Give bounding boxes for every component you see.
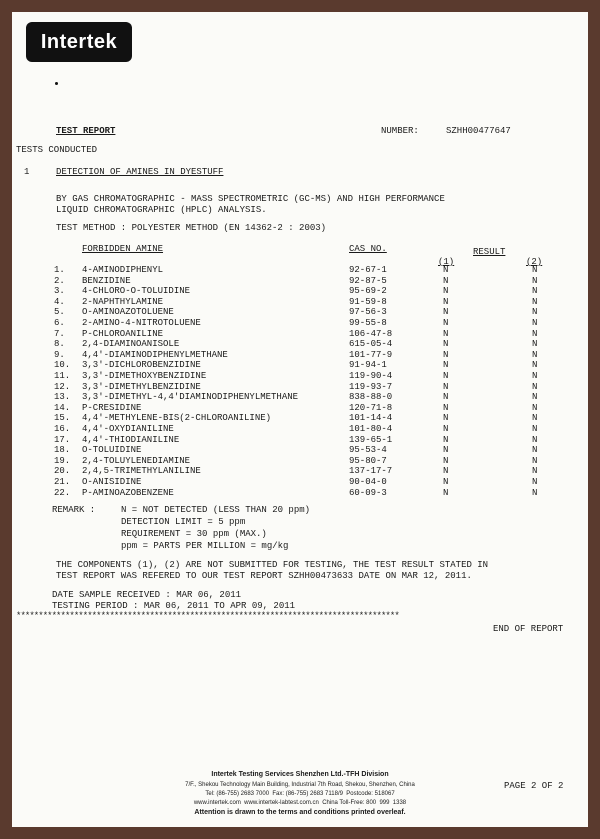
row-cas-number: 99-55-8: [349, 318, 387, 328]
remark-line: DETECTION LIMIT = 5 ppm: [121, 517, 246, 527]
note-line1: THE COMPONENTS (1), (2) ARE NOT SUBMITTED FOR TESTING, THE TEST RESULT STATED IN: [56, 560, 489, 570]
row-result-2: N: [532, 381, 538, 392]
row-number: 13.: [54, 392, 71, 403]
row-result-2: N: [532, 296, 538, 307]
row-number: 19.: [54, 455, 71, 466]
row-number: 11.: [54, 371, 71, 381]
row-result-1: N: [443, 307, 449, 318]
col-header-cas: CAS NO.: [349, 244, 387, 254]
section-item-number: 1: [24, 167, 30, 177]
row-result-1: N: [443, 371, 449, 381]
row-number: 22.: [54, 487, 71, 498]
row-result-1: N: [443, 392, 449, 403]
section-item-title: DETECTION OF AMINES IN DYESTUFF: [56, 167, 224, 177]
row-amine-name: 3,3'-DIMETHYL-4,4'DIAMINODIPHENYLMETHANE: [82, 392, 299, 403]
report-number-value: SZHH00477647: [446, 126, 511, 136]
remark-label: REMARK :: [52, 505, 96, 515]
method-description-line2: LIQUID CHROMATOGRAPHIC (HPLC) ANALYSIS.: [56, 205, 267, 215]
row-cas-number: 91-59-8: [349, 296, 387, 307]
row-number: 8.: [54, 339, 65, 350]
row-cas-number: 95-69-2: [349, 286, 387, 297]
row-result-2: N: [532, 413, 538, 424]
row-result-2: N: [532, 455, 538, 466]
row-number: 7.: [54, 328, 65, 339]
report-title: TEST REPORT: [56, 126, 116, 136]
row-amine-name: 2,4-TOLUYLENEDIAMINE: [82, 455, 191, 466]
row-number: 9.: [54, 349, 65, 360]
row-amine-name: O-TOLUIDINE: [82, 445, 142, 456]
intertek-logo: Intertek: [26, 22, 132, 62]
report-number-label: NUMBER:: [381, 126, 419, 136]
row-result-1: N: [443, 286, 449, 297]
row-number: 1.: [54, 265, 65, 275]
row-number: 20.: [54, 466, 71, 477]
row-number: 14.: [54, 402, 71, 413]
row-cas-number: 95-53-4: [349, 445, 387, 456]
footer-company: Intertek Testing Services Shenzhen Ltd.-TFH Division: [211, 771, 389, 778]
method-description-line1: BY GAS CHROMATOGRAPHIC - MASS SPECTROMETRIC (GC-MS) AND HIGH PERFORMANCE: [56, 194, 445, 204]
row-amine-name: 2-NAPHTHYLAMINE: [82, 296, 164, 307]
note-line2: TEST REPORT WAS REFERED TO OUR TEST REPORT SZHH00473633 DATE ON MAR 12, 2011.: [56, 571, 472, 581]
row-result-1: N: [443, 318, 449, 328]
report-page: [12, 12, 588, 827]
row-number: 12.: [54, 381, 71, 392]
row-amine-name: O-ANISIDINE: [82, 477, 142, 487]
row-amine-name: 2,4,5-TRIMETHYLANILINE: [82, 466, 201, 477]
footer-phone: Tel: (86-755) 2683 7000 Fax: (86-755) 2683 7118/9 Postcode: 518067: [205, 791, 395, 797]
test-method: TEST METHOD : POLYESTER METHOD (EN 14362-2 : 2003): [56, 223, 327, 233]
row-amine-name: O-AMINOAZOTOLUENE: [82, 307, 174, 318]
row-result-2: N: [532, 466, 538, 477]
row-cas-number: 95-80-7: [349, 455, 387, 466]
row-amine-name: BENZIDINE: [82, 275, 131, 286]
row-result-1: N: [443, 402, 449, 413]
row-cas-number: 120-71-8: [349, 402, 393, 413]
row-result-1: N: [443, 339, 449, 350]
row-result-2: N: [532, 424, 538, 434]
row-amine-name: 4-AMINODIPHENYL: [82, 265, 164, 275]
row-number: 16.: [54, 424, 71, 434]
footer-web: www.intertek.com www.intertek-labtest.com.cn China Toll-Free: 800 999 1338: [193, 800, 407, 806]
row-number: 18.: [54, 445, 71, 456]
row-cas-number: 101-77-9: [349, 349, 393, 360]
row-amine-name: 3,3'-DIMETHYLBENZIDINE: [82, 381, 201, 392]
row-number: 6.: [54, 318, 65, 328]
row-number: 2.: [54, 275, 65, 286]
row-cas-number: 101-80-4: [349, 424, 393, 434]
row-amine-name: P-CHLOROANILINE: [82, 328, 164, 339]
row-result-1: N: [443, 296, 449, 307]
col-header-result-2: (2): [526, 257, 543, 267]
row-amine-name: 4,4'-THIODIANILINE: [82, 434, 180, 445]
row-result-2: N: [532, 487, 538, 498]
row-number: 4.: [54, 296, 65, 307]
row-result-1: N: [443, 445, 449, 456]
row-result-2: N: [532, 275, 538, 286]
row-cas-number: 92-67-1: [349, 265, 387, 275]
row-result-2: N: [532, 318, 538, 328]
row-result-2: N: [532, 328, 538, 339]
row-cas-number: 91-94-1: [349, 360, 387, 371]
row-result-2: N: [532, 371, 538, 381]
row-amine-name: 4-CHLORO-O-TOLUIDINE: [82, 286, 191, 297]
col-header-amine: FORBIDDEN AMINE: [82, 244, 164, 254]
row-cas-number: 119-93-7: [349, 381, 393, 392]
row-result-1: N: [443, 487, 449, 498]
row-number: 10.: [54, 360, 71, 371]
row-result-1: N: [443, 466, 449, 477]
page-number: PAGE 2 OF 2: [504, 781, 564, 791]
row-result-2: N: [532, 434, 538, 445]
row-number: 17.: [54, 434, 71, 445]
row-cas-number: 139-65-1: [349, 434, 393, 445]
row-number: 15.: [54, 413, 71, 424]
row-result-1: N: [443, 424, 449, 434]
section-title: TESTS CONDUCTED: [16, 145, 98, 155]
row-cas-number: 137-17-7: [349, 466, 393, 477]
row-cas-number: 615-05-4: [349, 339, 393, 350]
row-result-2: N: [532, 339, 538, 350]
end-of-report: END OF REPORT: [493, 624, 564, 634]
row-result-2: N: [532, 360, 538, 371]
row-cas-number: 101-14-4: [349, 413, 393, 424]
row-result-2: N: [532, 286, 538, 297]
row-amine-name: P-CRESIDINE: [82, 402, 142, 413]
row-result-2: N: [532, 477, 538, 487]
row-result-1: N: [443, 477, 449, 487]
row-number: 3.: [54, 286, 65, 297]
row-result-2: N: [532, 402, 538, 413]
row-result-1: N: [443, 328, 449, 339]
row-cas-number: 838-88-0: [349, 392, 393, 403]
row-result-1: N: [443, 275, 449, 286]
date-received: DATE SAMPLE RECEIVED : MAR 06, 2011: [52, 590, 242, 600]
row-amine-name: 4,4'-METHYLENE-BIS(2-CHLOROANILINE): [82, 413, 272, 424]
row-result-2: N: [532, 265, 538, 275]
logo-mark-dot: [55, 82, 58, 85]
row-result-1: N: [443, 434, 449, 445]
remark-line: REQUIREMENT = 30 ppm (MAX.): [121, 529, 267, 539]
row-cas-number: 97-56-3: [349, 307, 387, 318]
row-result-1: N: [443, 413, 449, 424]
row-cas-number: 92-87-5: [349, 275, 387, 286]
footer-attention: Attention is drawn to the terms and conditions printed overleaf.: [194, 809, 406, 816]
row-result-1: N: [443, 349, 449, 360]
row-amine-name: 3,3'-DIMETHOXYBENZIDINE: [82, 371, 207, 381]
col-header-result-1: (1): [438, 257, 455, 267]
row-result-1: N: [443, 360, 449, 371]
row-cas-number: 106-47-8: [349, 328, 393, 339]
row-number: 21.: [54, 477, 71, 487]
row-cas-number: 60-09-3: [349, 487, 387, 498]
asterisk-divider: **************************************************************************************: [16, 611, 399, 621]
footer-address: 7/F., Shekou Technology Main Building, Industrial 7th Road, Shekou, Shenzhen, China: [185, 782, 415, 788]
row-result-2: N: [532, 307, 538, 318]
row-result-1: N: [443, 381, 449, 392]
remark-line: ppm = PARTS PER MILLION = mg/kg: [121, 541, 289, 551]
row-result-1: N: [443, 265, 449, 275]
row-number: 5.: [54, 307, 65, 318]
row-result-1: N: [443, 455, 449, 466]
row-amine-name: 4,4'-OXYDIANILINE: [82, 424, 174, 434]
testing-period: TESTING PERIOD : MAR 06, 2011 TO APR 09, 2011: [52, 601, 296, 611]
row-amine-name: 3,3'-DICHLOROBENZIDINE: [82, 360, 201, 371]
row-amine-name: 4,4'-DIAMINODIPHENYLMETHANE: [82, 349, 228, 360]
row-result-2: N: [532, 349, 538, 360]
row-amine-name: 2-AMINO-4-NITROTOLUENE: [82, 318, 201, 328]
remark-line: N = NOT DETECTED (LESS THAN 20 ppm): [121, 505, 311, 515]
row-amine-name: 2,4-DIAMINOANISOLE: [82, 339, 180, 350]
row-cas-number: 119-90-4: [349, 371, 393, 381]
row-result-2: N: [532, 392, 538, 403]
col-header-result: RESULT: [473, 247, 506, 257]
row-amine-name: P-AMINOAZOBENZENE: [82, 487, 174, 498]
row-cas-number: 90-04-0: [349, 477, 387, 487]
row-result-2: N: [532, 445, 538, 456]
